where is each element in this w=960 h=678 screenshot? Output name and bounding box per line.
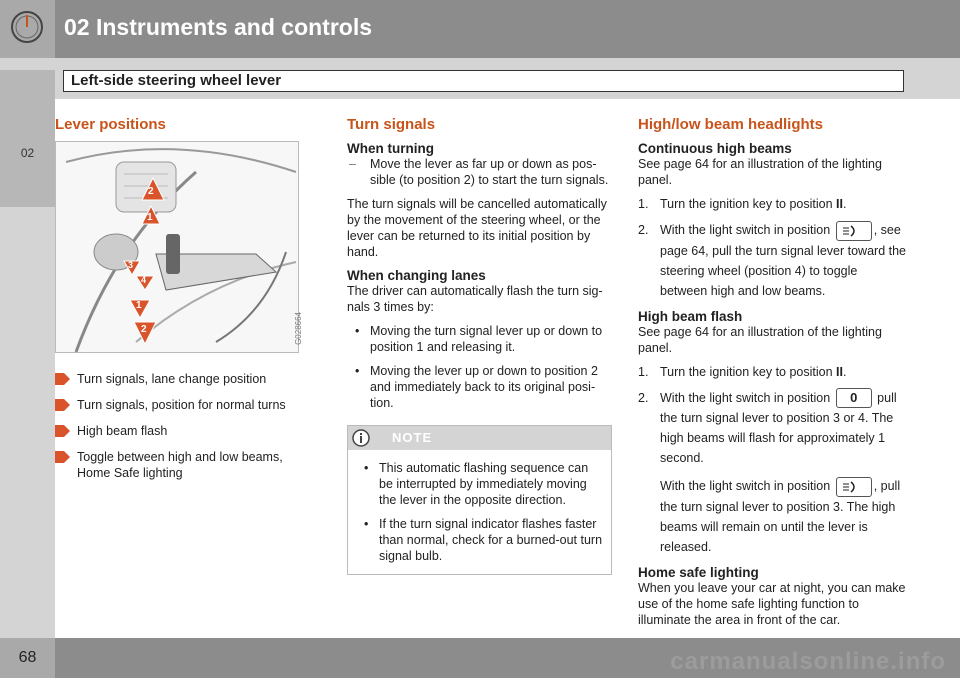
heading-lever-positions: Lever positions: [55, 116, 166, 133]
legend-text: High beam flash: [77, 424, 168, 438]
dash-marker: –: [349, 157, 356, 171]
subheading-home-safe: Home safe lighting: [638, 565, 759, 581]
key-position: II: [836, 197, 843, 211]
legend-arrow-icon: [55, 373, 70, 385]
dash-item-text: Move the lever as far up or down as pos-sible (to position 2) to start the turn signals.: [370, 157, 609, 187]
note-title: NOTE: [392, 430, 433, 445]
bullet-text: This automatic flashing sequence can be interrupted by immediately moving the lever in the opposite direction.: [379, 461, 589, 507]
step-number: 2.: [638, 390, 649, 405]
bullet-text: Moving the turn signal lever up or down to position 1 and releasing it.: [370, 324, 603, 354]
bullet-item: [356, 516, 603, 564]
bullet-dot: •: [355, 324, 360, 338]
legend-arrow-icon: [55, 425, 70, 437]
paragraph: The driver can automatically flash the turn sig-nals 3 times by:: [347, 284, 603, 314]
steering-lever-drawing: [56, 142, 298, 352]
step-text: Turn the ignition key to position: [660, 364, 837, 379]
chapter-tab-number: 02: [20, 146, 35, 160]
bullet-item: [356, 460, 603, 508]
numbered-step: [638, 196, 908, 212]
marker-label: 2: [141, 324, 147, 335]
column-lever-positions: [55, 110, 303, 487]
marker-label: 2: [148, 186, 154, 197]
zero-switch-icon: [836, 388, 872, 408]
bullet-text: Moving the lever up or down to position 2 and immediately back to its original posi-tion.: [370, 364, 598, 410]
note-body: [348, 450, 611, 574]
marker-label: 3: [128, 260, 134, 270]
note-header: [348, 426, 611, 450]
legend-item: [55, 449, 297, 485]
subheading-continuous: Continuous high beams: [638, 141, 792, 156]
legend-item: [55, 423, 297, 447]
legend-item: [55, 397, 297, 421]
lever-illustration: [55, 141, 303, 353]
gauge-tab: [0, 0, 55, 58]
marker-label: 4: [141, 275, 147, 285]
figure-code: G028664: [294, 312, 303, 345]
step-number: 1.: [638, 197, 649, 211]
legend-arrow-icon: [55, 399, 70, 411]
chapter-title: 02 Instruments and controls: [64, 14, 373, 40]
legend-text: Toggle between high and low beams, Home Safe lighting: [77, 450, 283, 480]
dash-item: [347, 156, 612, 188]
high-beam-switch-icon: [836, 477, 872, 497]
page-number: 68: [0, 638, 55, 678]
chapter-tab: [0, 70, 55, 207]
high-beam-switch-icon: [836, 221, 872, 241]
marker-label: 1: [147, 212, 153, 223]
step-number: 1.: [638, 364, 649, 379]
column-turn-signals: [347, 110, 612, 575]
step-text: Turn the ignition key to position: [660, 197, 837, 211]
info-icon: [352, 429, 370, 447]
subheading-flash: High beam flash: [638, 308, 743, 324]
bullet-dot: •: [364, 461, 369, 475]
step-number: 2.: [638, 223, 649, 237]
subheading-changing-lanes: When changing lanes: [347, 268, 486, 283]
note-box: [347, 425, 612, 575]
column-headlights: [638, 110, 908, 636]
step-text: , pull the turn signal lever to position 3. The high beams will remain on until the lever is released.: [660, 479, 901, 555]
bullet-dot: •: [364, 517, 369, 531]
step-text: With the light switch in position: [660, 223, 831, 237]
step-text: With the light switch in position: [660, 479, 831, 494]
watermark: carmanualsonline.info: [670, 648, 946, 675]
bullet-text: If the turn signal indicator flashes faster than normal, check for a burned-out turn signal bulb.: [379, 517, 603, 563]
step-text: , see page 64, pull the turn signal lever toward the steering wheel (position 4) to toggle between high and low beams.: [660, 223, 906, 298]
paragraph: See page 64 for an illustration of the lighting panel.: [638, 324, 882, 355]
paragraph: When you leave your car at night, you can make use of the home safe lighting function to illuminate the area in front of the car.: [638, 581, 906, 628]
step-end: .: [842, 364, 847, 379]
bullet-item: [347, 363, 612, 411]
step-end: .: [842, 197, 847, 211]
heading-turn-signals: Turn signals: [347, 116, 436, 133]
legend-item: [55, 371, 297, 395]
marker-label: 1: [136, 300, 142, 311]
legend-text: Turn signals, lane change position: [77, 372, 267, 386]
numbered-step: [638, 220, 908, 301]
legend-arrow-icon: [55, 451, 70, 463]
heading-headlights: High/low beam headlights: [638, 116, 824, 133]
switch-label: 0: [850, 390, 858, 406]
step-text: pull the turn signal lever to position 3 or 4. The high beams will flash for approximately 1 second.: [660, 390, 897, 466]
subheading-when-turning: When turning: [347, 141, 434, 156]
gauge-icon: [10, 10, 44, 44]
numbered-step: [638, 364, 908, 380]
key-position: II: [836, 364, 843, 379]
numbered-step: [638, 388, 908, 469]
bullet-item: [347, 323, 612, 355]
paragraph: The turn signals will be cancelled automatically by the movement of the steering wheel, or the lever can be returned to its initial position by hand.: [347, 197, 607, 259]
paragraph: See page 64 for an illustration of the lighting panel.: [638, 157, 882, 187]
bullet-dot: •: [355, 364, 360, 378]
section-title: Left-side steering wheel lever: [63, 70, 904, 92]
step-continuation: [638, 476, 908, 557]
step-text: With the light switch in position: [660, 390, 831, 405]
legend-text: Turn signals, position for normal turns: [77, 398, 286, 412]
